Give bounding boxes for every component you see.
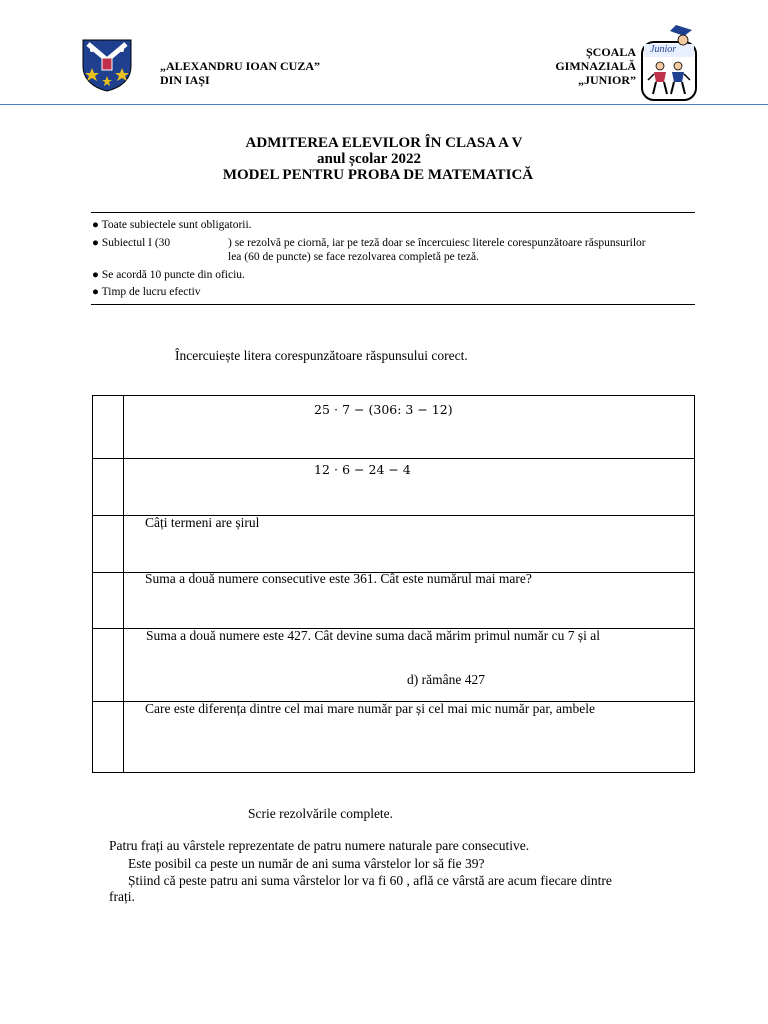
instruction-item: ● Toate subiectele sunt obligatorii. xyxy=(92,219,252,231)
instructions-top-rule xyxy=(91,212,695,213)
instruction-item: ● Subiectul I (30 xyxy=(92,237,171,249)
problem-line-4: frați. xyxy=(109,889,135,904)
university-crest-logo xyxy=(80,38,134,92)
question-1-expression: 25 ⋅ 7 − (306: 3 − 12) xyxy=(314,402,453,417)
junior-logo-text: Junior xyxy=(650,44,677,55)
exam-title-line2: anul școlar 2022 xyxy=(317,151,421,167)
instruction-item-continued: ) se rezolvă pe ciornă, iar pe teză doar se încercuiesc literele corespunzătoare răspunsurilor xyxy=(228,237,646,249)
row-divider xyxy=(93,458,694,459)
question-3-text: Câți termeni are șirul xyxy=(145,515,260,530)
section1-instruction: Încercuiește litera corespunzătoare răspunsului corect. xyxy=(175,348,468,363)
question-6-text: Care este diferența dintre cel mai mare număr par și cel mai mic număr par, ambele xyxy=(145,701,596,716)
instruction-item-continued: lea (60 de puncte) se face rezolvarea completă pe teză. xyxy=(228,251,479,263)
question-5-option-d: d) rămâne 427 xyxy=(407,672,485,687)
problem-line-3: Știind că peste patru ani suma vârstelor lor va fi 60 , află ce vârstă are acum fiecare dintre xyxy=(128,873,612,888)
school-name-right-line3: „JUNIOR” xyxy=(577,73,636,87)
school-name-right-line1: ȘCOALA xyxy=(585,45,636,59)
school-name-left-line2: DIN IAȘI xyxy=(160,73,210,87)
instruction-item: ● Timp de lucru efectiv xyxy=(92,286,201,298)
problem-line-2: Este posibil ca peste un număr de ani suma vârstelor lor să fie 39? xyxy=(128,856,485,871)
questions-table xyxy=(92,395,695,773)
section2-instruction: Scrie rezolvările complete. xyxy=(248,806,394,821)
problem-line-1: Patru frați au vârstele reprezentate de patru numere naturale pare consecutive. xyxy=(109,838,530,853)
question-2-expression: 12 ⋅ 6 − 24 − 4 xyxy=(314,462,411,477)
exam-title-line1: ADMITEREA ELEVILOR ÎN CLASA A V xyxy=(245,135,523,151)
junior-school-logo xyxy=(640,22,698,102)
question-4-text: Suma a două numere consecutive este 361. Cât este numărul mai mare? xyxy=(145,571,532,586)
instructions-bottom-rule xyxy=(91,304,695,305)
school-name-right-line2: GIMNAZIALĂ xyxy=(555,59,636,73)
instruction-item: ● Se acordă 10 puncte din oficiu. xyxy=(92,269,245,281)
question-5-text: Suma a două numere este 427. Cât devine suma dacă mărim primul număr cu 7 și al xyxy=(146,628,600,643)
header-divider xyxy=(0,104,768,105)
school-name-left-line1: „ALEXANDRU IOAN CUZA” xyxy=(160,59,321,73)
exam-title-line3: MODEL PENTRU PROBA DE MATEMATICĂ xyxy=(222,167,534,183)
number-column-divider xyxy=(123,396,124,772)
